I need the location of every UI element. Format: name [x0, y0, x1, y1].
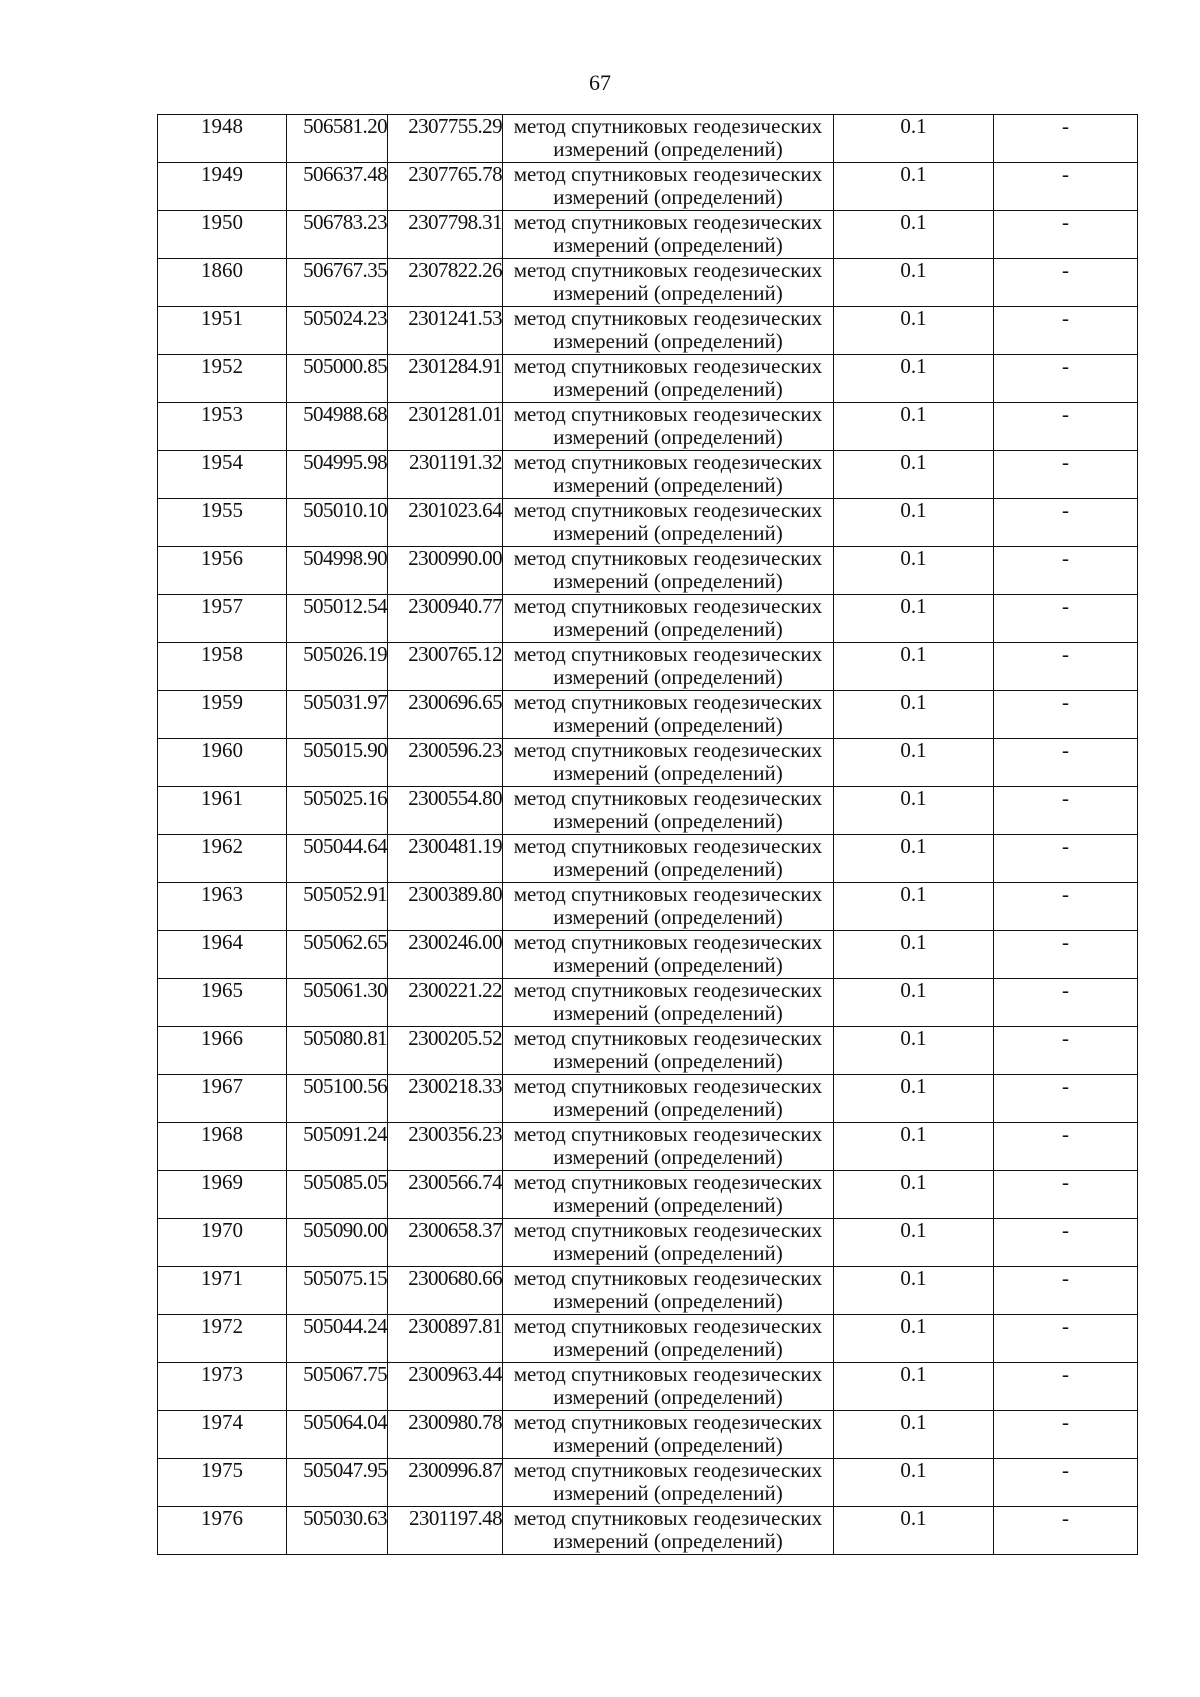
method-cell	[503, 1219, 834, 1267]
accuracy-cell: 0.1	[834, 1267, 994, 1315]
description-cell: -	[994, 115, 1138, 163]
table-row	[158, 835, 1138, 883]
method-cell	[503, 1363, 834, 1411]
y-coordinate-cell: 2300596.23	[388, 739, 503, 787]
method-line-1: метод спутниковых геодезических	[513, 546, 823, 570]
description-cell: -	[994, 1315, 1138, 1363]
y-coordinate-cell: 2300389.80	[388, 883, 503, 931]
method-line-1: метод спутниковых геодезических	[513, 834, 823, 858]
method-line-1: метод спутниковых геодезических	[513, 210, 823, 234]
method-line-1: метод спутниковых геодезических	[513, 1266, 823, 1290]
description-cell: -	[994, 1507, 1138, 1555]
method-cell	[503, 307, 834, 355]
table-row	[158, 307, 1138, 355]
method-line-1: метод спутниковых геодезических	[513, 162, 823, 186]
method-line-2: измерений (определений)	[553, 473, 783, 497]
method-line-1: метод спутниковых геодезических	[513, 258, 823, 282]
accuracy-cell: 0.1	[834, 1459, 994, 1507]
method-cell	[503, 1027, 834, 1075]
table-row	[158, 451, 1138, 499]
method-cell	[503, 739, 834, 787]
x-coordinate-cell: 506637.48	[287, 163, 388, 211]
point-number-cell: 1967	[158, 1075, 287, 1123]
method-line-1: метод спутниковых геодезических	[513, 1506, 823, 1530]
point-number-cell: 1957	[158, 595, 287, 643]
method-cell	[503, 1123, 834, 1171]
method-line-2: измерений (определений)	[553, 281, 783, 305]
method-line-1: метод спутниковых геодезических	[513, 1122, 823, 1146]
accuracy-cell: 0.1	[834, 787, 994, 835]
method-line-2: измерений (определений)	[553, 665, 783, 689]
y-coordinate-cell: 2300554.80	[388, 787, 503, 835]
method-line-2: измерений (определений)	[553, 377, 783, 401]
method-cell	[503, 931, 834, 979]
accuracy-cell: 0.1	[834, 1363, 994, 1411]
description-cell: -	[994, 739, 1138, 787]
accuracy-cell: 0.1	[834, 403, 994, 451]
y-coordinate-cell: 2300481.19	[388, 835, 503, 883]
x-coordinate-cell: 504998.90	[287, 547, 388, 595]
point-number-cell: 1953	[158, 403, 287, 451]
table-row	[158, 115, 1138, 163]
x-coordinate-cell: 505085.05	[287, 1171, 388, 1219]
table-row	[158, 499, 1138, 547]
method-line-1: метод спутниковых геодезических	[513, 114, 823, 138]
table-row	[158, 787, 1138, 835]
y-coordinate-cell: 2300696.65	[388, 691, 503, 739]
point-number-cell: 1969	[158, 1171, 287, 1219]
accuracy-cell: 0.1	[834, 547, 994, 595]
point-number-cell: 1975	[158, 1459, 287, 1507]
point-number-cell: 1973	[158, 1363, 287, 1411]
table-row	[158, 1075, 1138, 1123]
point-number-cell: 1952	[158, 355, 287, 403]
x-coordinate-cell: 506767.35	[287, 259, 388, 307]
x-coordinate-cell: 505010.10	[287, 499, 388, 547]
description-cell: -	[994, 403, 1138, 451]
method-line-2: измерений (определений)	[553, 1337, 783, 1361]
table-row	[158, 1507, 1138, 1555]
accuracy-cell: 0.1	[834, 355, 994, 403]
description-cell: -	[994, 643, 1138, 691]
method-cell	[503, 1171, 834, 1219]
table-row	[158, 595, 1138, 643]
method-line-1: метод спутниковых геодезических	[513, 738, 823, 762]
description-cell: -	[994, 355, 1138, 403]
point-number-cell: 1968	[158, 1123, 287, 1171]
y-coordinate-cell: 2300996.87	[388, 1459, 503, 1507]
method-line-1: метод спутниковых геодезических	[513, 306, 823, 330]
table-row	[158, 691, 1138, 739]
table-row	[158, 1459, 1138, 1507]
y-coordinate-cell: 2301023.64	[388, 499, 503, 547]
y-coordinate-cell: 2300980.78	[388, 1411, 503, 1459]
method-cell	[503, 1267, 834, 1315]
x-coordinate-cell: 505047.95	[287, 1459, 388, 1507]
x-coordinate-cell: 505015.90	[287, 739, 388, 787]
description-cell: -	[994, 1459, 1138, 1507]
point-number-cell: 1954	[158, 451, 287, 499]
method-line-1: метод спутниковых геодезических	[513, 354, 823, 378]
y-coordinate-cell: 2300221.22	[388, 979, 503, 1027]
description-cell: -	[994, 1027, 1138, 1075]
description-cell: -	[994, 163, 1138, 211]
method-line-1: метод спутниковых геодезических	[513, 1458, 823, 1482]
y-coordinate-cell: 2307755.29	[388, 115, 503, 163]
x-coordinate-cell: 505064.04	[287, 1411, 388, 1459]
description-cell: -	[994, 835, 1138, 883]
table-row	[158, 979, 1138, 1027]
accuracy-cell: 0.1	[834, 115, 994, 163]
description-cell: -	[994, 547, 1138, 595]
method-line-1: метод спутниковых геодезических	[513, 1074, 823, 1098]
description-cell: -	[994, 595, 1138, 643]
point-number-cell: 1965	[158, 979, 287, 1027]
point-number-cell: 1951	[158, 307, 287, 355]
method-line-2: измерений (определений)	[553, 569, 783, 593]
y-coordinate-cell: 2300205.52	[388, 1027, 503, 1075]
x-coordinate-cell: 505067.75	[287, 1363, 388, 1411]
point-number-cell: 1970	[158, 1219, 287, 1267]
x-coordinate-cell: 505090.00	[287, 1219, 388, 1267]
description-cell: -	[994, 931, 1138, 979]
y-coordinate-cell: 2300765.12	[388, 643, 503, 691]
method-cell	[503, 499, 834, 547]
description-cell: -	[994, 691, 1138, 739]
point-number-cell: 1958	[158, 643, 287, 691]
accuracy-cell: 0.1	[834, 835, 994, 883]
x-coordinate-cell: 505000.85	[287, 355, 388, 403]
description-cell: -	[994, 1267, 1138, 1315]
method-line-1: метод спутниковых геодезических	[513, 1362, 823, 1386]
y-coordinate-cell: 2300963.44	[388, 1363, 503, 1411]
x-coordinate-cell: 505061.30	[287, 979, 388, 1027]
method-cell	[503, 355, 834, 403]
accuracy-cell: 0.1	[834, 259, 994, 307]
method-cell	[503, 1459, 834, 1507]
accuracy-cell: 0.1	[834, 451, 994, 499]
description-cell: -	[994, 451, 1138, 499]
method-line-1: метод спутниковых геодезических	[513, 642, 823, 666]
point-number-cell: 1964	[158, 931, 287, 979]
accuracy-cell: 0.1	[834, 1219, 994, 1267]
y-coordinate-cell: 2307798.31	[388, 211, 503, 259]
x-coordinate-cell: 505024.23	[287, 307, 388, 355]
accuracy-cell: 0.1	[834, 883, 994, 931]
point-number-cell: 1956	[158, 547, 287, 595]
x-coordinate-cell: 505062.65	[287, 931, 388, 979]
method-line-2: измерений (определений)	[553, 185, 783, 209]
method-line-1: метод спутниковых геодезических	[513, 1314, 823, 1338]
method-cell	[503, 403, 834, 451]
method-line-2: измерений (определений)	[553, 713, 783, 737]
table-row	[158, 259, 1138, 307]
accuracy-cell: 0.1	[834, 1123, 994, 1171]
x-coordinate-cell: 504995.98	[287, 451, 388, 499]
point-number-cell: 1971	[158, 1267, 287, 1315]
table-row	[158, 1171, 1138, 1219]
description-cell: -	[994, 883, 1138, 931]
x-coordinate-cell: 505100.56	[287, 1075, 388, 1123]
x-coordinate-cell: 505026.19	[287, 643, 388, 691]
method-cell	[503, 835, 834, 883]
method-line-2: измерений (определений)	[553, 329, 783, 353]
method-cell	[503, 595, 834, 643]
point-number-cell: 1962	[158, 835, 287, 883]
description-cell: -	[994, 787, 1138, 835]
point-number-cell: 1976	[158, 1507, 287, 1555]
y-coordinate-cell: 2301284.91	[388, 355, 503, 403]
x-coordinate-cell: 505025.16	[287, 787, 388, 835]
y-coordinate-cell: 2301281.01	[388, 403, 503, 451]
table-row	[158, 1219, 1138, 1267]
x-coordinate-cell: 504988.68	[287, 403, 388, 451]
accuracy-cell: 0.1	[834, 739, 994, 787]
x-coordinate-cell: 505044.24	[287, 1315, 388, 1363]
point-number-cell: 1949	[158, 163, 287, 211]
y-coordinate-cell: 2300218.33	[388, 1075, 503, 1123]
accuracy-cell: 0.1	[834, 1411, 994, 1459]
table-row	[158, 163, 1138, 211]
x-coordinate-cell: 505031.97	[287, 691, 388, 739]
method-line-2: измерений (определений)	[553, 617, 783, 641]
coordinates-table	[157, 114, 1138, 1555]
method-line-2: измерений (определений)	[553, 1145, 783, 1169]
y-coordinate-cell: 2301241.53	[388, 307, 503, 355]
description-cell: -	[994, 1123, 1138, 1171]
method-line-2: измерений (определений)	[553, 425, 783, 449]
method-line-2: измерений (определений)	[553, 233, 783, 257]
method-line-2: измерений (определений)	[553, 1289, 783, 1313]
method-cell	[503, 883, 834, 931]
method-cell	[503, 787, 834, 835]
y-coordinate-cell: 2300246.00	[388, 931, 503, 979]
table-row	[158, 1267, 1138, 1315]
method-line-1: метод спутниковых геодезических	[513, 498, 823, 522]
table-row	[158, 1363, 1138, 1411]
point-number-cell: 1963	[158, 883, 287, 931]
method-line-1: метод спутниковых геодезических	[513, 1218, 823, 1242]
x-coordinate-cell: 505030.63	[287, 1507, 388, 1555]
x-coordinate-cell: 505052.91	[287, 883, 388, 931]
y-coordinate-cell: 2300680.66	[388, 1267, 503, 1315]
method-line-1: метод спутниковых геодезических	[513, 450, 823, 474]
description-cell: -	[994, 1363, 1138, 1411]
table-row	[158, 1411, 1138, 1459]
point-number-cell: 1948	[158, 115, 287, 163]
table-row	[158, 1123, 1138, 1171]
x-coordinate-cell: 505080.81	[287, 1027, 388, 1075]
method-cell	[503, 115, 834, 163]
y-coordinate-cell: 2300356.23	[388, 1123, 503, 1171]
x-coordinate-cell: 506783.23	[287, 211, 388, 259]
point-number-cell: 1966	[158, 1027, 287, 1075]
table-row	[158, 211, 1138, 259]
method-line-2: измерений (определений)	[553, 1433, 783, 1457]
point-number-cell: 1974	[158, 1411, 287, 1459]
method-cell	[503, 451, 834, 499]
x-coordinate-cell: 505091.24	[287, 1123, 388, 1171]
method-cell	[503, 979, 834, 1027]
method-cell	[503, 1411, 834, 1459]
accuracy-cell: 0.1	[834, 211, 994, 259]
method-line-2: измерений (определений)	[553, 1241, 783, 1265]
method-line-1: метод спутниковых геодезических	[513, 930, 823, 954]
accuracy-cell: 0.1	[834, 1027, 994, 1075]
method-line-2: измерений (определений)	[553, 1385, 783, 1409]
method-cell	[503, 163, 834, 211]
method-line-2: измерений (определений)	[553, 1049, 783, 1073]
x-coordinate-cell: 505044.64	[287, 835, 388, 883]
accuracy-cell: 0.1	[834, 691, 994, 739]
method-line-1: метод спутниковых геодезических	[513, 594, 823, 618]
accuracy-cell: 0.1	[834, 163, 994, 211]
description-cell: -	[994, 1219, 1138, 1267]
method-line-1: метод спутниковых геодезических	[513, 978, 823, 1002]
method-line-1: метод спутниковых геодезических	[513, 882, 823, 906]
accuracy-cell: 0.1	[834, 1507, 994, 1555]
method-line-2: измерений (определений)	[553, 809, 783, 833]
table-row	[158, 643, 1138, 691]
table-row	[158, 883, 1138, 931]
point-number-cell: 1860	[158, 259, 287, 307]
table-row	[158, 739, 1138, 787]
description-cell: -	[994, 1411, 1138, 1459]
method-line-2: измерений (определений)	[553, 1193, 783, 1217]
point-number-cell: 1955	[158, 499, 287, 547]
table-row	[158, 355, 1138, 403]
method-line-1: метод спутниковых геодезических	[513, 1026, 823, 1050]
description-cell: -	[994, 979, 1138, 1027]
point-number-cell: 1950	[158, 211, 287, 259]
y-coordinate-cell: 2307765.78	[388, 163, 503, 211]
point-number-cell: 1961	[158, 787, 287, 835]
method-cell	[503, 643, 834, 691]
table-row	[158, 547, 1138, 595]
method-cell	[503, 1507, 834, 1555]
table-row	[158, 1027, 1138, 1075]
method-line-1: метод спутниковых геодезических	[513, 690, 823, 714]
y-coordinate-cell: 2300658.37	[388, 1219, 503, 1267]
method-line-2: измерений (определений)	[553, 953, 783, 977]
method-line-2: измерений (определений)	[553, 761, 783, 785]
page-number: 67	[589, 70, 611, 95]
y-coordinate-cell: 2301191.32	[388, 451, 503, 499]
method-line-1: метод спутниковых геодезических	[513, 1410, 823, 1434]
point-number-cell: 1960	[158, 739, 287, 787]
x-coordinate-cell: 506581.20	[287, 115, 388, 163]
table-body	[158, 115, 1138, 1555]
accuracy-cell: 0.1	[834, 499, 994, 547]
table-row	[158, 1315, 1138, 1363]
accuracy-cell: 0.1	[834, 1075, 994, 1123]
method-cell	[503, 1075, 834, 1123]
accuracy-cell: 0.1	[834, 1315, 994, 1363]
y-coordinate-cell: 2300566.74	[388, 1171, 503, 1219]
y-coordinate-cell: 2307822.26	[388, 259, 503, 307]
description-cell: -	[994, 211, 1138, 259]
method-line-2: измерений (определений)	[553, 521, 783, 545]
method-line-2: измерений (определений)	[553, 857, 783, 881]
method-cell	[503, 547, 834, 595]
method-cell	[503, 259, 834, 307]
description-cell: -	[994, 307, 1138, 355]
description-cell: -	[994, 499, 1138, 547]
accuracy-cell: 0.1	[834, 643, 994, 691]
y-coordinate-cell: 2301197.48	[388, 1507, 503, 1555]
method-line-2: измерений (определений)	[553, 1097, 783, 1121]
method-line-2: измерений (определений)	[553, 1529, 783, 1553]
method-line-1: метод спутниковых геодезических	[513, 402, 823, 426]
method-cell	[503, 691, 834, 739]
method-line-2: измерений (определений)	[553, 137, 783, 161]
y-coordinate-cell: 2300940.77	[388, 595, 503, 643]
method-line-2: измерений (определений)	[553, 1001, 783, 1025]
y-coordinate-cell: 2300897.81	[388, 1315, 503, 1363]
y-coordinate-cell: 2300990.00	[388, 547, 503, 595]
method-line-2: измерений (определений)	[553, 905, 783, 929]
table-row	[158, 403, 1138, 451]
method-line-1: метод спутниковых геодезических	[513, 1170, 823, 1194]
point-number-cell: 1959	[158, 691, 287, 739]
table-row	[158, 931, 1138, 979]
x-coordinate-cell: 505075.15	[287, 1267, 388, 1315]
method-cell	[503, 1315, 834, 1363]
point-number-cell: 1972	[158, 1315, 287, 1363]
accuracy-cell: 0.1	[834, 979, 994, 1027]
description-cell: -	[994, 259, 1138, 307]
method-line-2: измерений (определений)	[553, 1481, 783, 1505]
accuracy-cell: 0.1	[834, 1171, 994, 1219]
description-cell: -	[994, 1171, 1138, 1219]
accuracy-cell: 0.1	[834, 595, 994, 643]
description-cell: -	[994, 1075, 1138, 1123]
accuracy-cell: 0.1	[834, 931, 994, 979]
method-line-1: метод спутниковых геодезических	[513, 786, 823, 810]
method-cell	[503, 211, 834, 259]
accuracy-cell: 0.1	[834, 307, 994, 355]
x-coordinate-cell: 505012.54	[287, 595, 388, 643]
